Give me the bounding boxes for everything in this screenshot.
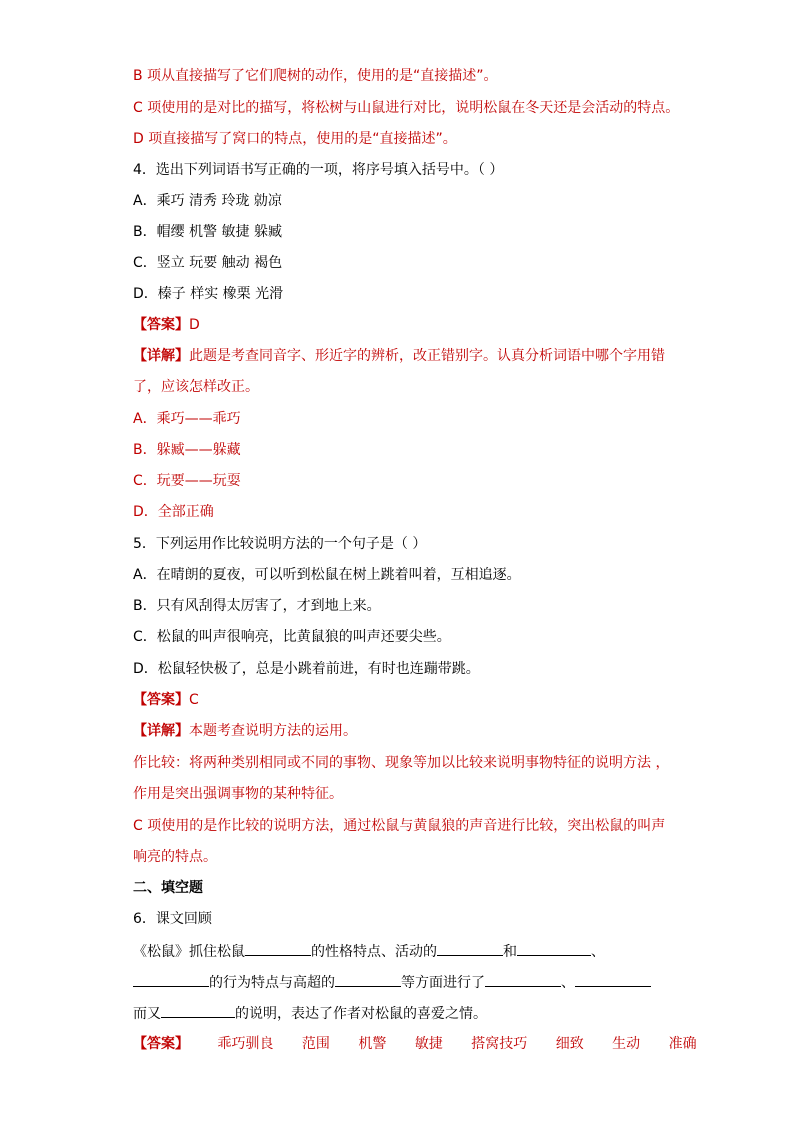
detail-text: 本题考查说明方法的运用。 [189, 723, 357, 739]
q6-line1 [133, 941, 605, 962]
question-4: 4．选出下列词语书写正确的一项，将序号填入括号中。（ ） [133, 162, 504, 178]
q5-detail-line2: 作比较：将两种类别相同或不同的事物、现象等加以比较来说明事物特征的说明方法 ， [133, 755, 670, 771]
q6-text: 而又 [133, 1006, 161, 1022]
q6-text: 的性格特点、活动的 [311, 944, 437, 960]
answer-tag: 【答案】 [133, 1036, 189, 1052]
q4-option-c: C．竖立 玩要 触动 褐色 [133, 255, 283, 271]
question-5: 5．下列运用作比较说明方法的一个句子是（ ） [133, 536, 427, 552]
explanation-d: D 项直接描写了窝口的特点，使用的是“直接描述”。 [133, 131, 457, 147]
q6-text: 和 [503, 944, 517, 960]
answer-word: 搭窝技巧 [471, 1036, 528, 1052]
fill-blank[interactable] [245, 941, 311, 956]
q4-answer [133, 315, 200, 335]
q6-line2 [133, 972, 651, 993]
explanation-c: C 项使用的是对比的描写，将松树与山鼠进行对比，说明松鼠在冬天还是会活动的特点。 [133, 100, 680, 116]
answer-word: 机警 [358, 1036, 387, 1052]
detail-text: 此题是考查同音字、形近字的辨析，改正错别字。认真分析词语中哪个字用错 [189, 348, 665, 364]
q6-text: 《松鼠》抓住松鼠 [133, 944, 245, 960]
answer-tag: 【答案】 [133, 692, 189, 708]
answer-value: D [189, 317, 200, 333]
q6-text: 、 [591, 944, 605, 960]
fill-blank[interactable] [133, 972, 209, 987]
q6-answer [133, 1034, 721, 1054]
answer-word: 准确 [668, 1036, 697, 1052]
q5-detail-line4: C 项使用的是作比较的说明方法，通过松鼠与黄鼠狼的声音进行比较，突出松鼠的叫声 [133, 818, 666, 834]
q6-text: 的说明，表达了作者对松鼠的喜爱之情。 [235, 1006, 487, 1022]
q4-detail-line1 [133, 346, 665, 366]
answer-value: C [189, 692, 199, 708]
q4-option-a: A．乘巧 清秀 玲珑 勍凉 [133, 193, 282, 209]
q4-option-d: D．榛子 样实 橡栗 光滑 [133, 286, 284, 302]
detail-tag: 【详解】 [133, 723, 189, 739]
q5-detail-line3: 作用是突出强调事物的某种特征。 [133, 786, 343, 802]
q5-option-a: A．在晴朗的夏夜，可以听到松鼠在树上跳着叫着，互相追逐。 [133, 567, 521, 583]
q6-text: 、 [561, 975, 575, 991]
q4-correction-b: B．躲臧——躲藏 [133, 442, 241, 458]
fill-blank[interactable] [485, 972, 561, 987]
q4-detail-line2: 了，应该怎样改正。 [133, 379, 259, 395]
q4-correction-d: D．全部正确 [133, 504, 214, 520]
q5-option-c: C．松鼠的叫声很响亮，比黄鼠狼的叫声还要尖些。 [133, 629, 451, 645]
q4-correction-c: C．玩要——玩耍 [133, 473, 241, 489]
fill-blank[interactable] [575, 972, 651, 987]
q5-detail-line5: 响亮的特点。 [133, 849, 217, 865]
q6-text: 的行为特点与高超的 [209, 975, 335, 991]
answer-word: 生动 [612, 1036, 641, 1052]
fill-blank[interactable] [517, 941, 591, 956]
q4-correction-a: A．乘巧——乖巧 [133, 411, 241, 427]
answer-word: 细致 [555, 1036, 584, 1052]
detail-tag: 【详解】 [133, 348, 189, 364]
answer-word: 范围 [301, 1036, 330, 1052]
q5-option-b: B．只有风刮得太厉害了，才到地上来。 [133, 598, 381, 614]
question-6: 6．课文回顾 [133, 911, 212, 927]
answer-word: 乖巧驯良 [217, 1036, 274, 1052]
fill-blank[interactable] [161, 1003, 235, 1018]
fill-blank[interactable] [335, 972, 401, 987]
q6-line3 [133, 1003, 487, 1024]
section-heading: 二、填空题 [133, 880, 203, 896]
q6-text: 等方面进行了 [401, 975, 485, 991]
q5-answer [133, 690, 199, 710]
explanation-b: B 项从直接描写了它们爬树的动作，使用的是“直接描述”。 [133, 68, 498, 84]
answer-word: 敏捷 [414, 1036, 443, 1052]
fill-blank[interactable] [437, 941, 503, 956]
answer-tag: 【答案】 [133, 317, 189, 333]
q5-option-d: D．松鼠轻快极了，总是小跳着前进，有时也连蹦带跳。 [133, 661, 480, 677]
q5-detail-line1 [133, 721, 357, 741]
q4-option-b: B．帽缨 机警 敏捷 躲臧 [133, 224, 282, 240]
